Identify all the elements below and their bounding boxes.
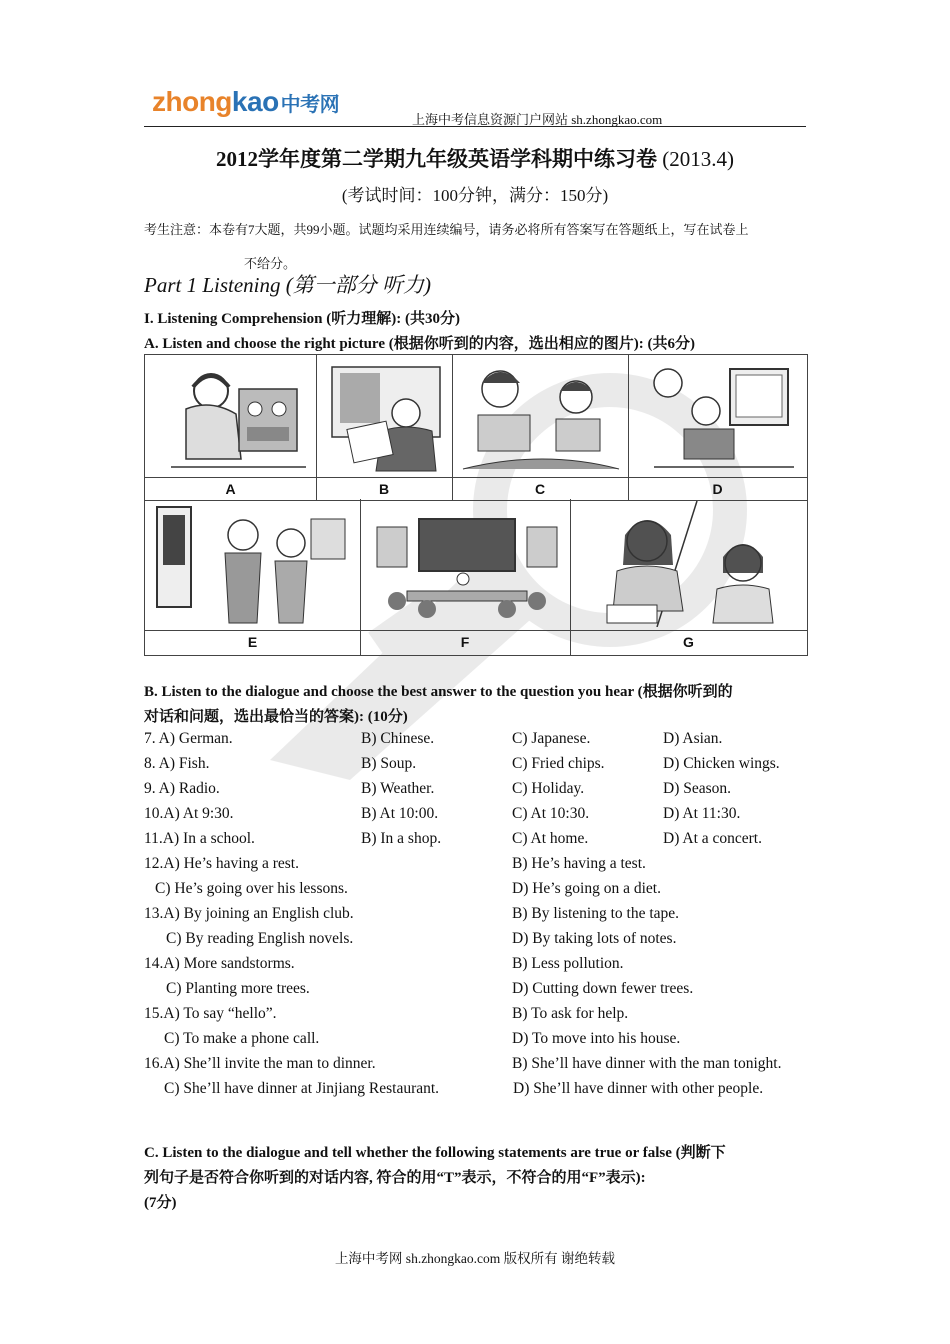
q13-option-b: B) By listening to the tape. [512,905,680,922]
q8-option-b: B) Soup. [361,755,417,772]
q9-option-a: 9. A) Radio. [144,780,220,797]
q15-option-c: C) To make a phone call. [164,1030,320,1047]
picture-label-c: C [534,481,546,497]
q12-option-a: 12.A) He’s having a rest. [144,855,299,872]
q14-option-c: C) Planting more trees. [166,980,310,997]
q14-option-b: B) Less pollution. [512,955,624,972]
section-C-heading-cont: 列句子是否符合你听到的对话内容, 符合的用“T”表示，不符合的用“F”表示): [144,1170,646,1186]
page-footer: 上海中考网 sh.zhongkao.com 版权所有 谢绝转载 [334,1251,616,1266]
q10-option-a: 10.A) At 9:30. [144,805,234,822]
q8-option-d: D) Chicken wings. [663,755,780,772]
q12-option-c: C) He’s going over his lessons. [155,880,348,897]
picture-label-f: F [460,634,470,650]
q13-option-c: C) By reading English novels. [166,930,354,947]
picture-b-illustration [322,359,448,475]
q11-option-a: 11.A) In a school. [144,830,255,847]
picture-c-illustration [458,359,624,475]
q12-option-d: D) He’s going on a diet. [512,880,661,897]
q9-option-b: B) Weather. [361,780,435,797]
q16-option-b: B) She’ll have dinner with the man tonight. [512,1055,782,1072]
exam-notice-cont: 不给分。 [244,256,297,271]
section-B-heading: B. Listen to the dialogue and choose the best answer to the question you hear (根据你听到的 [144,684,733,700]
section-B-heading-cont: 对话和问题，选出最恰当的答案): (10分) [144,709,408,725]
q14-option-d: D) Cutting down fewer trees. [512,980,694,997]
q7-option-c: C) Japanese. [512,730,591,747]
picture-e-illustration [151,501,355,627]
q14-option-a: 14.A) More sandstorms. [144,955,295,972]
q8-option-a: 8. A) Fish. [144,755,210,772]
q7-option-d: D) Asian. [663,730,723,747]
section-A-heading: A. Listen and choose the right picture (根据你听到的内容，选出相应的图片): (共6分) [144,336,695,352]
picture-label-e: E [247,634,258,650]
q16-option-c: C) She’ll have dinner at Jinjiang Restaurant. [164,1080,440,1097]
header-rule [144,126,806,127]
part-heading: Part 1 Listening (第一部分 听力) [144,273,431,297]
q9-option-c: C) Holiday. [512,780,585,797]
picture-label-b: B [378,481,390,497]
q12-option-b: B) He’s having a test. [512,855,646,872]
exam-notice: 考生注意：本卷有7大题，共99小题。试题均采用连续编号，请务必将所有答案写在答题纸上，写在试卷上 [144,222,749,237]
q11-option-b: B) In a shop. [361,830,442,847]
q16-option-d: D) She’ll have dinner with other people. [513,1080,764,1097]
q13-option-a: 13.A) By joining an English club. [144,905,354,922]
picture-g-illustration [577,501,803,627]
q15-option-a: 15.A) To say “hello”. [144,1005,277,1022]
q16-option-a: 16.A) She’ll invite the man to dinner. [144,1055,376,1072]
section-C-points: (7分) [144,1195,177,1211]
zhongkao-logo: zhongkao 中考网 [152,86,340,117]
picture-label-d: D [712,481,723,497]
picture-grid-row2 [144,499,808,656]
picture-f-illustration [367,501,565,627]
q7-option-a: 7. A) German. [144,730,233,747]
q15-option-b: B) To ask for help. [512,1005,629,1022]
header-site-text: 上海中考信息资源门户网站 sh.zhongkao.com [412,112,663,127]
section-C-heading: C. Listen to the dialogue and tell whether the following statements are true or false (判断下 [144,1145,726,1161]
section-I-heading: I. Listening Comprehension (听力理解): (共30分) [144,311,460,327]
q10-option-c: C) At 10:30. [512,805,590,822]
q15-option-d: D) To move into his house. [512,1030,681,1047]
picture-label-g: G [683,634,694,650]
picture-grid-row1 [144,354,808,501]
page-title: 2012学年度第二学期九年级英语学科期中练习卷 (2013.4) [216,147,734,171]
q10-option-d: D) At 11:30. [663,805,741,822]
q10-option-b: B) At 10:00. [361,805,439,822]
q11-option-c: C) At home. [512,830,589,847]
q9-option-d: D) Season. [663,780,732,797]
q7-option-b: B) Chinese. [361,730,435,747]
q13-option-d: D) By taking lots of notes. [512,930,677,947]
q8-option-c: C) Fried chips. [512,755,605,772]
q11-option-d: D) At a concert. [663,830,762,847]
picture-label-a: A [225,481,236,497]
picture-a-illustration [151,359,311,475]
exam-info: (考试时间：100分钟，满分：150分) [341,186,609,205]
picture-d-illustration [634,359,800,475]
